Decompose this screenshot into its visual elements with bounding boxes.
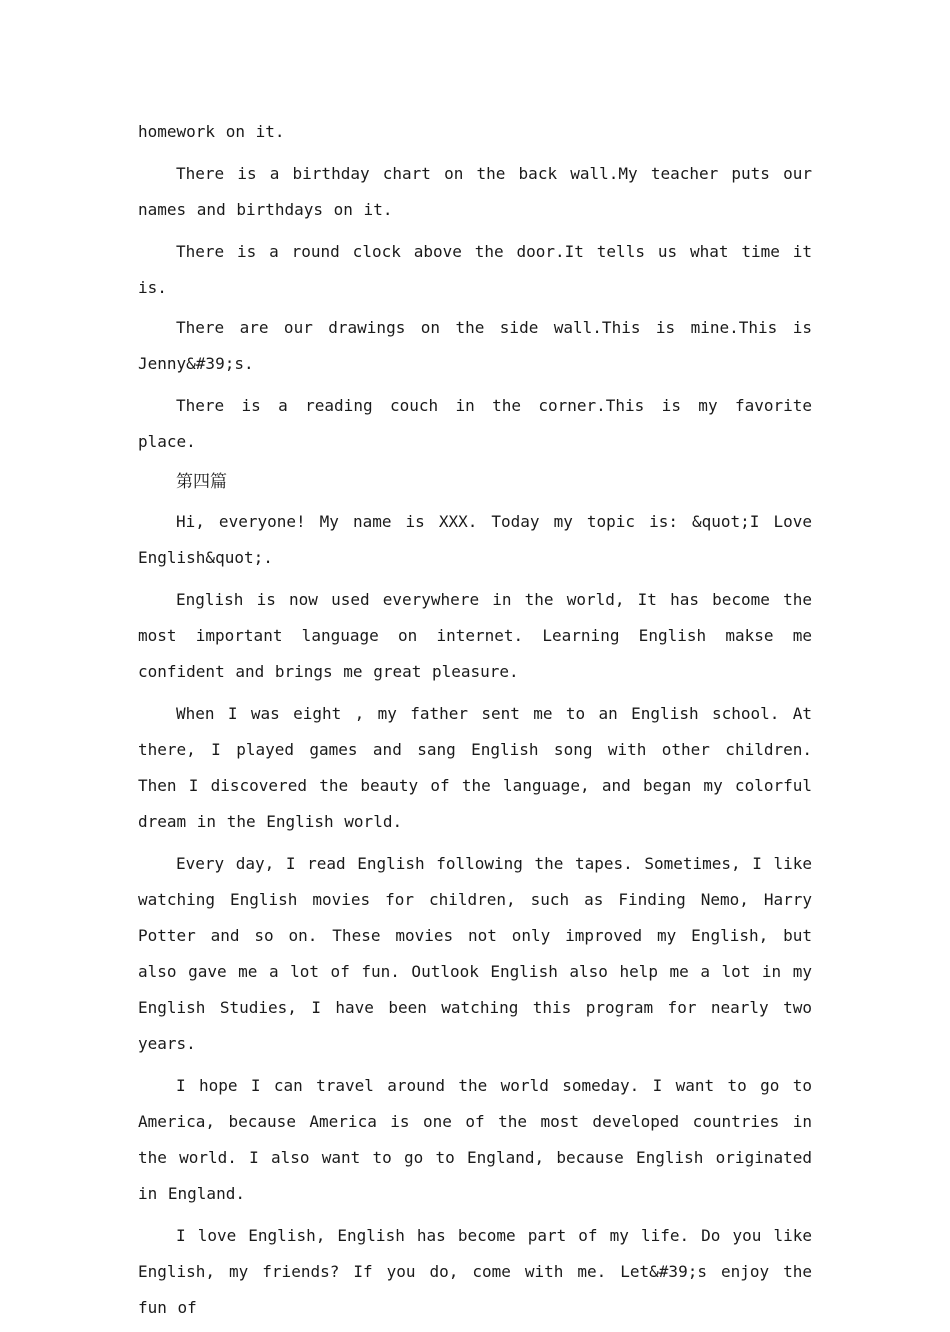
paragraph-birthday-chart: There is a birthday chart on the back wall.My teacher puts our names and birthdays on it. <box>138 164 812 219</box>
paragraph-round-clock: There is a round clock above the door.It tells us what time it is. <box>138 242 812 297</box>
paragraph-travel: I hope I can travel around the world someday. I want to go to America, because America is one of the most developed countries in the world. I also want to go to England, because English originated in England. <box>138 1076 812 1203</box>
paragraph-love-english: I love English, English has become part of my life. Do you like English, my friends? If you do, come with me. Let&#39;s enjoy the fun of <box>138 1226 812 1317</box>
paragraph-introduction: Hi, everyone! My name is XXX. Today my topic is: &quot;I Love English&quot;. <box>138 512 812 567</box>
paragraph-reading-couch: There is a reading couch in the corner.This is my favorite place. <box>138 396 812 451</box>
paragraph-homework-continuation: homework on it. <box>138 122 285 141</box>
paragraph-every-day: Every day, I read English following the tapes. Sometimes, I like watching English movies for children, such as Finding Nemo, Harry Potter and so on. These movies not only improved my English, but also gave me a lot of fun. Outlook English also help me a lot in my English Studies, I have been watching this program for nearly two years. <box>138 854 812 1053</box>
section-heading: 第四篇 <box>176 472 227 492</box>
paragraph-drawings: There are our drawings on the side wall.This is mine.This is Jenny&#39;s. <box>138 318 812 373</box>
document-body <box>138 114 812 1332</box>
paragraph-english-everywhere: English is now used everywhere in the world, It has become the most important language on internet. Learning English makse me confident and brings me great pleasure. <box>138 590 812 681</box>
paragraph-english-school: When I was eight , my father sent me to an English school. At there, I played games and sang English song with other children. Then I discovered the beauty of the language, and began my colorful dream in the English world. <box>138 704 812 831</box>
